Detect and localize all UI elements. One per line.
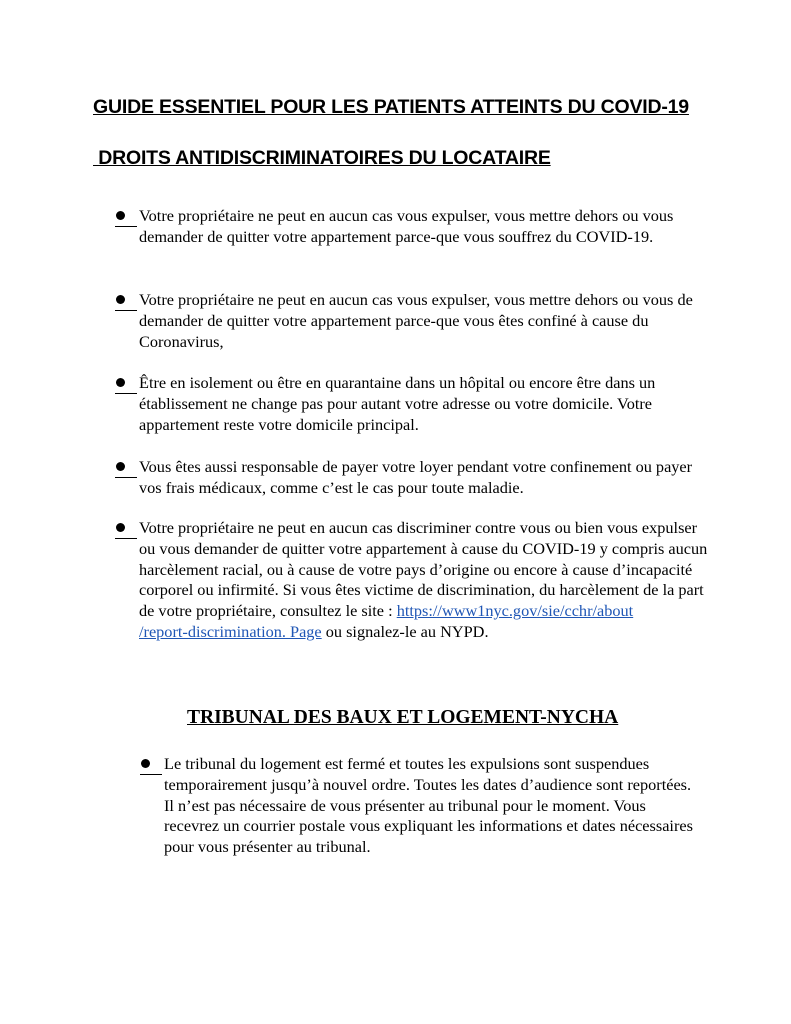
bullet-icon [115, 290, 137, 311]
list-item: Votre propriétaire ne peut en aucun cas vous expulser, vous mettre dehors ou vous de demander de quitter votre appartement parce-que vous êtes confiné à cause du Coronavirus, [115, 290, 715, 352]
list-item: Vous êtes aussi responsable de payer votre loyer pendant votre confinement ou payer vos frais médicaux, comme c’est le cas pour toute maladie. [115, 457, 715, 499]
report-discrimination-link[interactable]: https://www1nyc.gov/sie/cchr/about /report-discrimination. Page [139, 601, 634, 641]
list-item: Le tribunal du logement est fermé et toutes les expulsions sont suspendues temporairement jusqu’à nouvel ordre. Toutes les dates d’audience sont reportées. Il n’est pas nécessaire de vous présenter au tribunal pour le moment. Vous recevrez un courrier postale vous expliquant les informations et dates nécessaires pour vous présenter au tribunal. [140, 754, 700, 858]
list-item: Être en isolement ou être en quarantaine dans un hôpital ou encore être dans un établissement ne change pas pour autant votre adresse ou votre domicile. Votre appartement reste votre domicile principal. [115, 373, 715, 435]
bullet-icon [115, 457, 137, 478]
document-subtitle: DROITS ANTIDISCRIMINATOIRES DU LOCATAIRE [93, 147, 551, 169]
section-heading: TRIBUNAL DES BAUX ET LOGEMENT-NYCHA [187, 707, 619, 728]
document-title: GUIDE ESSENTIEL POUR LES PATIENTS ATTEINTS DU COVID-19 [93, 96, 689, 118]
bullet-icon [140, 754, 162, 775]
bullet-icon [115, 373, 137, 394]
list-item: Votre propriétaire ne peut en aucun cas vous expulser, vous mettre dehors ou vous demander de quitter votre appartement parce-que vous souffrez du COVID-19. [115, 206, 715, 248]
list-item: Votre propriétaire ne peut en aucun cas discriminer contre vous ou bien vous expulser ou vous demander de quitter votre appartement à cause du COVID-19 y compris aucun harcèlement racial, ou à cause de votre pays d’origine ou encore à cause d’incapacité corporel ou infirmité. Si vous êtes victime de discrimination, du harcèlement de la part de votre propriétaire, consultez le site : https://www1nyc.gov/sie/cchr/about /report-discrimination. Page ou signalez-le au NYPD. [115, 518, 715, 643]
bullet-icon [115, 206, 137, 227]
bullet-icon [115, 518, 137, 539]
